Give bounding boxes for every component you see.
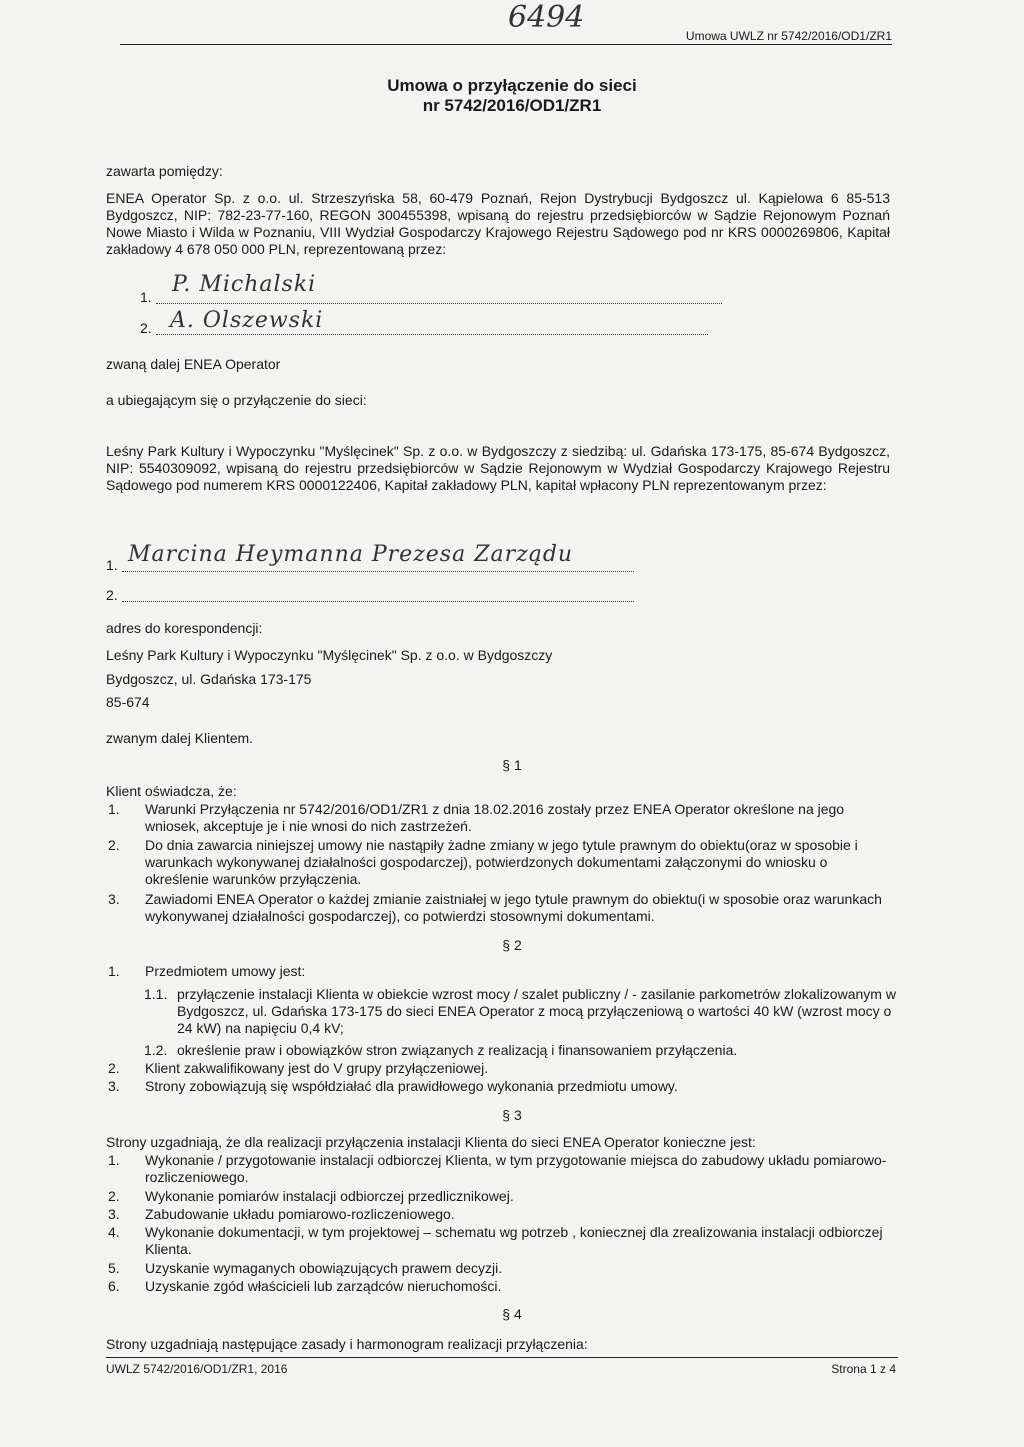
item-text: Zawiadomi ENEA Operator o każdej zmianie zaistniałej w jego tytule prawnym do obiektu(i w sposobie oraz warunkach wykonywanej działalności gospodarczej), co potwierdzi stosownymi dokumentami.: [145, 891, 882, 924]
section3-item: [108, 1260, 892, 1278]
title-line1: Umowa o przyłączenie do sieci: [387, 76, 637, 95]
footer-page: Strona 1 z 4: [831, 1362, 896, 1376]
section2-subitem: [144, 986, 896, 1040]
section3-item: [108, 1278, 892, 1296]
op-rep2-signature: A. Olszewski: [170, 308, 324, 333]
item-text: Do dnia zawarcia niniejszej umowy nie nastąpiły żadne zmiany w jego tytule prawnym do obiektu(oraz w sposobie i warunkach wykonywanej działalności gospodarczej), potwierdzonych dokumentami załączonymi do wniosku o określenie warunków przyłączenia.: [145, 837, 858, 887]
item-number: 1.: [108, 801, 120, 817]
section1-lead: Klient oświadcza, że:: [106, 783, 237, 799]
section1-item: [108, 801, 892, 837]
op-rep1-line: [156, 303, 722, 304]
subitem-number: 1.2.: [144, 1042, 168, 1058]
section3-item: [108, 1188, 892, 1206]
section1-item: [108, 837, 892, 891]
item-text: Przedmiotem umowy jest:: [145, 963, 306, 979]
address-line2: Bydgoszcz, ul. Gdańska 173-175: [106, 671, 312, 687]
section3-item: [108, 1206, 892, 1224]
handwritten-number: 6494: [508, 0, 585, 35]
item-text: Klient zakwalifikowany jest do V grupy przyłączeniowej.: [145, 1060, 489, 1076]
item-text: Uzyskanie wymaganych obowiązujących prawem decyzji.: [145, 1260, 503, 1276]
item-number: 5.: [108, 1260, 120, 1276]
item-text: Wykonanie / przygotowanie instalacji odbiorczej Klienta, w tym przygotowanie miejsca do zabudowy układu pomiarowo-rozliczeniowego.: [145, 1152, 887, 1185]
item-number: 3.: [108, 1206, 120, 1222]
item-number: 6.: [108, 1278, 120, 1294]
item-number: 2.: [108, 837, 120, 853]
applicant-intro: a ubiegającym się o przyłączenie do sieci:: [106, 392, 367, 408]
operator-called: zwaną dalej ENEA Operator: [106, 356, 281, 372]
item-number: 1.: [108, 963, 120, 979]
op-rep1-number: 1.: [140, 289, 152, 305]
item-number: 1.: [108, 1152, 120, 1168]
section2-item: [108, 1060, 892, 1078]
item-text: Strony zobowiązują się współdziałać dla prawidłowego wykonania przedmiotu umowy.: [145, 1078, 678, 1094]
section4-lead: Strony uzgadniają następujące zasady i harmonogram realizacji przyłączenia:: [106, 1336, 588, 1352]
op-rep2-line: [156, 334, 708, 335]
header-doc-ref: Umowa UWLZ nr 5742/2016/OD1/ZR1: [685, 29, 892, 43]
footer-left: UWLZ 5742/2016/OD1/ZR1, 2016: [106, 1362, 288, 1376]
header-rule: [120, 44, 892, 45]
op-rep1-signature: P. Michalski: [172, 272, 317, 297]
client-called: zwanym dalej Klientem.: [106, 730, 254, 746]
section2-item: [108, 963, 892, 981]
cl-rep1-signature: Marcina Heymanna Prezesa Zarządu: [128, 542, 574, 567]
item-number: 2.: [108, 1060, 120, 1076]
cl-rep2-number: 2.: [106, 587, 118, 603]
section2-heading: § 2: [502, 937, 522, 953]
item-text: Zabudowanie układu pomiarowo-rozliczeniowego.: [145, 1206, 455, 1222]
item-number: 4.: [108, 1224, 120, 1240]
section3-item: [108, 1152, 892, 1188]
op-rep2-number: 2.: [140, 320, 152, 336]
section2-item: [108, 1078, 892, 1096]
item-text: Uzyskanie zgód właścicieli lub zarządców nieruchomości.: [145, 1278, 502, 1294]
cl-rep2-line: [122, 601, 634, 602]
item-text: Warunki Przyłączenia nr 5742/2016/OD1/ZR1 z dnia 18.02.2016 zostały przez ENEA Operator określone na jego wniosek, akceptuje je i nie wnosi do nich zastrzeżeń.: [145, 801, 845, 834]
client-paragraph: Leśny Park Kultury i Wypoczynku "Myślęcinek" Sp. z o.o. w Bydgoszczy z siedzibą: ul. Gdańska 173-175, 85-674 Bydgoszcz, NIP: 5540309092, wpisaną do rejestru przedsiębiorców w Sądzie Rejonowym w Wydział Gospodarczy Krajowego Rejestru Sądowego pod numerem KRS 0000122406, Kapitał zakładowy PLN, kapitał wpłacony PLN reprezentowanym przez:: [106, 443, 890, 493]
cl-rep1-number: 1.: [106, 557, 118, 573]
item-number: 3.: [108, 1078, 120, 1094]
item-number: 2.: [108, 1188, 120, 1204]
cl-rep1-line: [122, 571, 634, 572]
item-text: Wykonanie dokumentacji, w tym projektowej – schematu wg potrzeb , koniecznej dla zrealizowania instalacji odbiorczej Klienta.: [145, 1224, 883, 1257]
section1-heading: § 1: [502, 757, 522, 773]
address-label: adres do korespondencji:: [106, 620, 263, 636]
between-label: zawarta pomiędzy:: [106, 163, 223, 179]
section2-subitem: [144, 1042, 896, 1060]
title-line2: nr 5742/2016/OD1/ZR1: [422, 96, 602, 115]
section4-heading: § 4: [502, 1306, 522, 1322]
item-number: 3.: [108, 891, 120, 907]
operator-paragraph: ENEA Operator Sp. z o.o. ul. Strzeszyńska 58, 60-479 Poznań, Rejon Dystrybucji Bydgoszcz ul. Kąpielowa 6 85-513 Bydgoszcz, NIP: 782-23-77-160, REGON 300455398, wpisaną do rejestru przedsiębiorców w Sądzie Rejonowym Poznań Nowe Miasto i Wilda w Poznaniu, VIII Wydział Gospodarczy Krajowego Rejestru Sądowego pod nr KRS 0000269806, Kapitał zakładowy 4 678 050 000 PLN, reprezentowaną przez:: [106, 190, 890, 257]
subitem-text: określenie praw i obowiązków stron związanych z realizacją i finansowaniem przyłączenia.: [177, 1042, 738, 1058]
footer-rule: [106, 1357, 898, 1358]
address-line1: Leśny Park Kultury i Wypoczynku "Myślęcinek" Sp. z o.o. w Bydgoszczy: [106, 647, 553, 663]
section3-lead: Strony uzgadniają, że dla realizacji przyłączenia instalacji Klienta do sieci ENEA Operator konieczne jest:: [106, 1134, 756, 1150]
section1-item: [108, 891, 892, 927]
subitem-text: przyłączenie instalacji Klienta w obiekcie wzrost mocy / szalet publiczny / - zasilanie parkometrów zlokalizowanym w Bydgoszcz, ul. Gdańska 173-175 do sieci ENEA Operator z mocą przyłączeniową o wartości 40 kW (wzrost mocy o 24 kW) na napięciu 0,4 kV;: [177, 986, 896, 1036]
address-line3: 85-674: [106, 694, 150, 710]
section3-heading: § 3: [502, 1107, 522, 1123]
subitem-number: 1.1.: [144, 986, 168, 1002]
section3-item: [108, 1224, 892, 1260]
item-text: Wykonanie pomiarów instalacji odbiorczej przedlicznikowej.: [145, 1188, 514, 1204]
